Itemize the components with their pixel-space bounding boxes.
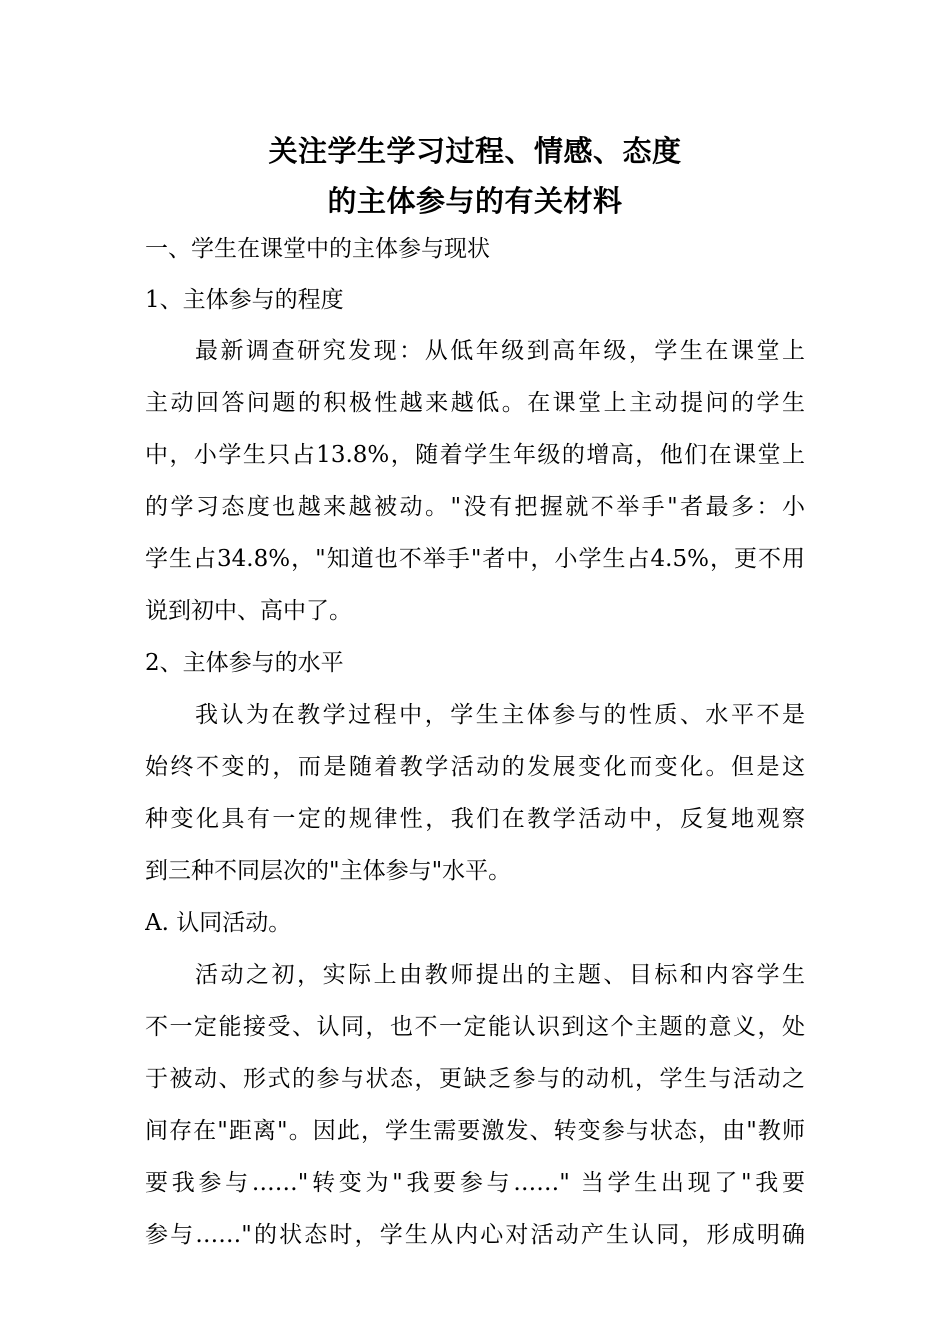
paragraph-line: 间存在"距离"。因此，学生需要激发、转变参与状态，由"教师	[145, 1118, 805, 1144]
paragraph-line: 活动之初，实际上由教师提出的主题、目标和内容学生	[195, 962, 805, 988]
document-title-line-1: 关注学生学习过程、情感、态度	[268, 134, 682, 168]
paragraph-line: 参与……"的状态时，学生从内心对活动产生认同，形成明确	[145, 1222, 805, 1248]
paragraph-line: 不一定能接受、认同，也不一定能认识到这个主题的意义，处	[145, 1014, 805, 1040]
paragraph-line: 中，小学生只占13.8%，随着学生年级的增高，他们在课堂上	[145, 442, 805, 468]
paragraph-line: 我认为在教学过程中，学生主体参与的性质、水平不是	[195, 702, 805, 728]
subsection-heading: 1、主体参与的程度	[145, 287, 344, 313]
paragraph-line: 到三种不同层次的"主体参与"水平。	[145, 858, 512, 884]
paragraph-line: 要我参与……"转变为"我要参与……" 当学生出现了"我要	[145, 1170, 805, 1196]
paragraph-line: 于被动、形式的参与状态，更缺乏参与的动机，学生与活动之	[145, 1066, 805, 1092]
paragraph-line: 学生占34.8%，"知道也不举手"者中，小学生占4.5%，更不用	[145, 546, 805, 572]
paragraph-line: 的学习态度也越来越被动。"没有把握就不举手"者最多：小	[145, 494, 805, 520]
document-title-line-2: 的主体参与的有关材料	[327, 184, 623, 218]
paragraph-line: 始终不变的，而是随着教学活动的发展变化而变化。但是这	[145, 754, 805, 780]
subsection-heading: 2、主体参与的水平	[145, 650, 344, 676]
paragraph-line: 种变化具有一定的规律性，我们在教学活动中，反复地观察	[145, 806, 805, 832]
paragraph-line: 主动回答问题的积极性越来越低。在课堂上主动提问的学生	[145, 390, 805, 416]
list-item-heading: A. 认同活动。	[145, 910, 292, 936]
section-heading: 一、学生在课堂中的主体参与现状	[145, 236, 490, 262]
paragraph-line: 最新调查研究发现：从低年级到高年级，学生在课堂上	[195, 338, 805, 364]
paragraph-line: 说到初中、高中了。	[145, 598, 352, 624]
